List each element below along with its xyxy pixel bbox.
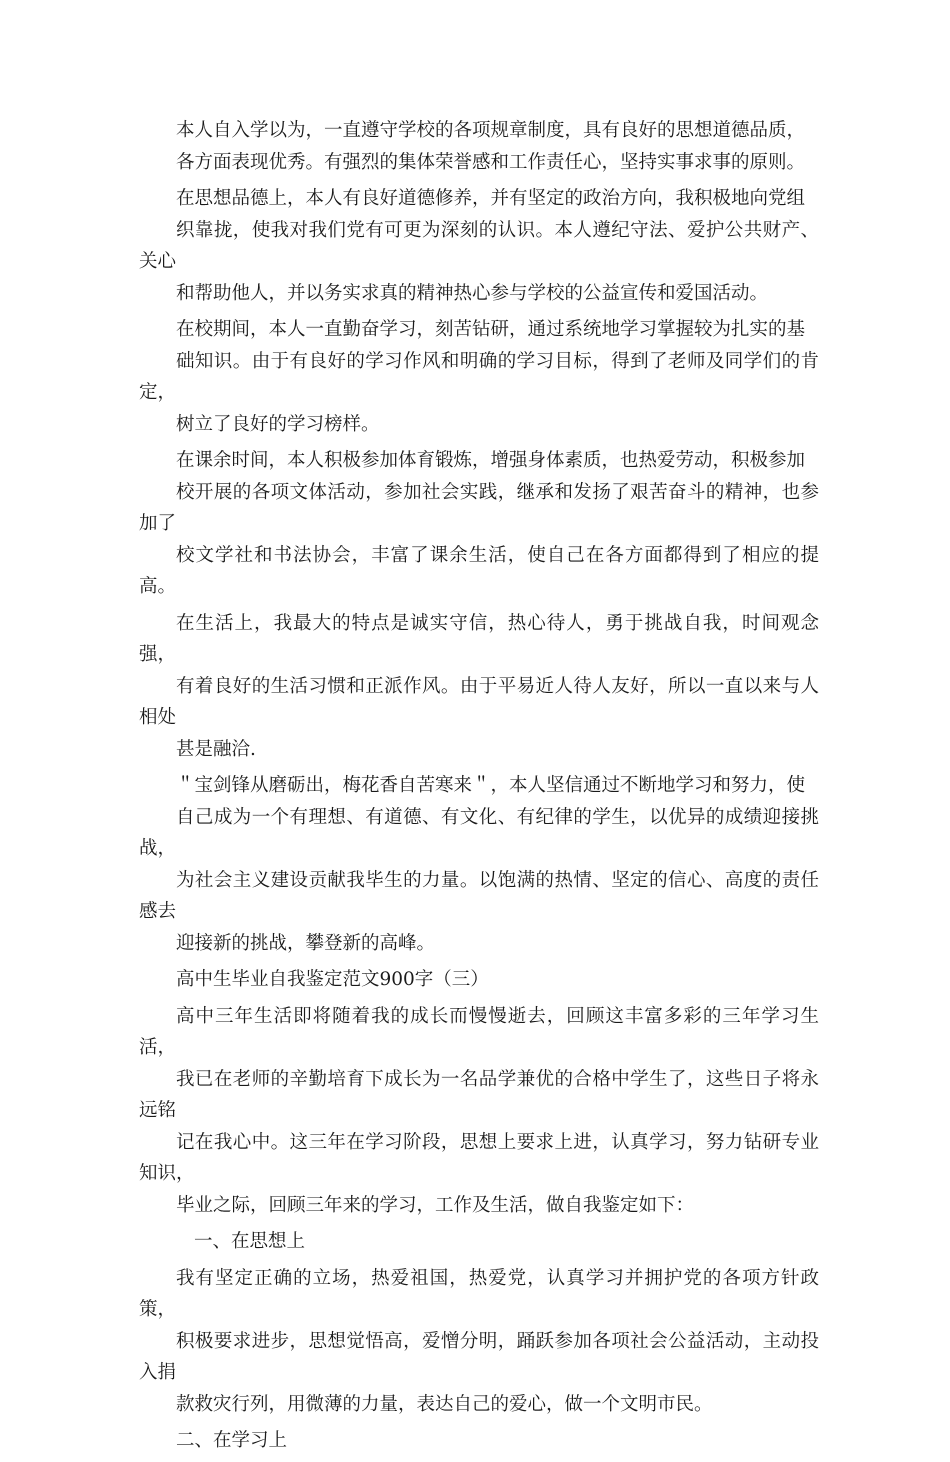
text-line: 我有坚定正确的立场，热爱祖国，热爱党，认真学习并拥护党的各项方针政策， xyxy=(139,1267,819,1320)
text-line: 我已在老师的辛勤培育下成长为一名品学兼优的合格中学生了，这些日子将永远铭 xyxy=(139,1068,819,1121)
paragraph xyxy=(139,314,819,440)
text-line: 积极要求进步，思想觉悟高，爱憎分明，踊跃参加各项社会公益活动，主动投入捐 xyxy=(139,1330,819,1383)
document-body xyxy=(139,115,819,1462)
text-line: 一、在思想上 xyxy=(194,1231,306,1252)
text-line: 在校期间，本人一直勤奋学习，刻苦钻研，通过系统地学习掌握较为扎实的基 xyxy=(176,319,806,340)
text-line: 在课余时间，本人积极参加体育锻炼，增强身体素质，也热爱劳动，积极参加 xyxy=(176,450,806,471)
text-line: 有着良好的生活习惯和正派作风。由于平易近人待人友好，所以一直以来与人相处 xyxy=(139,675,819,728)
paragraph xyxy=(139,964,819,996)
paragraph xyxy=(139,1226,819,1258)
text-line: 二、在学习上 xyxy=(176,1430,288,1451)
text-line: 校开展的各项文体活动，参加社会实践，继承和发扬了艰苦奋斗的精神，也参加了 xyxy=(139,481,819,534)
text-line: 础知识。由于有良好的学习作风和明确的学习目标，得到了老师及同学们的肯定， xyxy=(139,350,819,403)
paragraph xyxy=(139,770,819,959)
text-line: 在思想品德上，本人有良好道德修养，并有坚定的政治方向，我积极地向党组 xyxy=(176,188,806,209)
text-line: 为社会主义建设贡献我毕生的力量。以饱满的热情、坚定的信心、高度的责任感去 xyxy=(139,869,819,922)
text-line: 树立了良好的学习榜样。 xyxy=(176,413,380,435)
text-line: 自己成为一个有理想、有道德、有文化、有纪律的学生，以优异的成绩迎接挑战， xyxy=(139,806,819,859)
text-line: 校文学社和书法协会，丰富了课余生活，使自己在各方面都得到了相应的提高。 xyxy=(139,544,819,597)
paragraph xyxy=(139,115,819,178)
text-line: ＂宝剑锋从磨砺出，梅花香自苦寒来＂，本人坚信通过不断地学习和努力，使 xyxy=(176,775,806,796)
paragraph xyxy=(139,1425,819,1457)
text-line: 本人自入学以为，一直遵守学校的各项规章制度，具有良好的思想道德品质， xyxy=(176,120,806,141)
paragraph xyxy=(139,445,819,603)
paragraph xyxy=(139,1263,819,1421)
paragraph xyxy=(139,608,819,766)
text-line: 毕业之际，回顾三年来的学习，工作及生活，做自我鉴定如下： xyxy=(176,1194,695,1216)
text-line: 和帮助他人，并以务实求真的精神热心参与学校的公益宣传和爱国活动。 xyxy=(176,282,769,304)
text-line: 记在我心中。这三年在学习阶段，思想上要求上进，认真学习，努力钻研专业知识， xyxy=(139,1131,819,1184)
text-line: 甚是融洽. xyxy=(176,738,256,760)
text-line: 款救灾行列，用微薄的力量，表达自己的爱心，做一个文明市民。 xyxy=(176,1393,713,1415)
paragraph xyxy=(139,1001,819,1222)
text-line: 在生活上，我最大的特点是诚实守信，热心待人，勇于挑战自我，时间观念强， xyxy=(139,612,819,665)
text-line: 高中生毕业自我鉴定范文900字（三） xyxy=(176,969,489,990)
text-line: 高中三年生活即将随着我的成长而慢慢逝去，回顾这丰富多彩的三年学习生活， xyxy=(139,1005,819,1058)
text-line: 迎接新的挑战，攀登新的高峰。 xyxy=(176,932,436,954)
text-line: 各方面表现优秀。有强烈的集体荣誉感和工作责任心，坚持实事求事的原则。 xyxy=(176,151,806,173)
text-line: 织靠拢，使我对我们党有可更为深刻的认识。本人遵纪守法、爱护公共财产、关心 xyxy=(139,219,819,272)
paragraph xyxy=(139,183,819,309)
